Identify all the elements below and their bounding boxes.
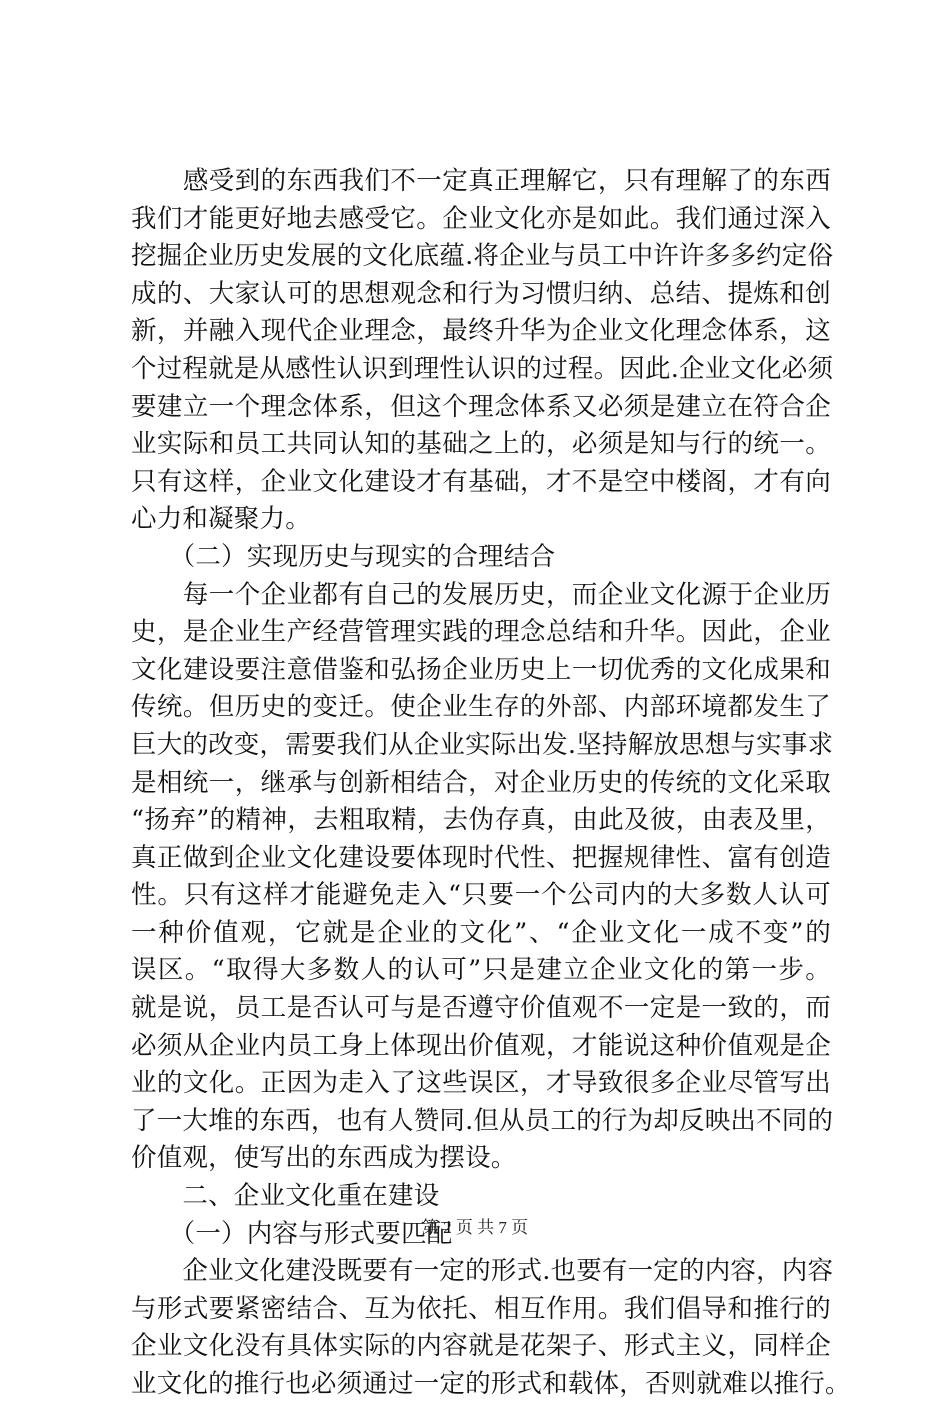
text-line: 误区。“取得大多数人的认可”只是建立企业文化的第一步。 [131,955,831,986]
text-line: 感受到的东西我们不一定真正理解它，只有理解了的东西 [131,166,831,196]
text-line: 价值观，使写出的东西成为摆设。 [131,1143,517,1174]
text-line: 业的文化。正因为走入了这些误区，才导致很多企业尽管写出 [131,1068,831,1099]
text-line: 挖掘企业历史发展的文化底蕴.将企业与员工中许许多多约定俗 [131,241,834,272]
text-line: 新，并融入现代企业理念，最终升华为企业文化理念体系，这 [131,316,831,347]
text-line: 与形式要紧密结合、互为依托、相互作用。我们倡导和推行的 [131,1293,831,1324]
text-line: 文化建设要注意借鉴和弘扬企业历史上一切优秀的文化成果和 [131,654,831,685]
text-line: 企业文化建没既要有一定的形式.也要有一定的内容，内容 [131,1256,834,1287]
text-line: 成的、大家认可的思想观念和行为习惯归纳、总结、提炼和创 [131,278,831,309]
text-line: （二）实现历史与现实的合理结合 [131,541,556,572]
text-line: 巨大的改变，需要我们从企业实际出发.坚持解放思想与实事求 [131,729,834,760]
text-line: （一）内容与形式要匹配 [131,1218,453,1249]
text-line: 每一个企业都有自己的发展历史，而企业文化源于企业历 [131,579,831,610]
text-line: 企业文化没有具体实际的内容就是花架子、形式主义，同样企 [131,1331,831,1362]
text-line: 是相统一，继承与创新相结合，对企业历史的传统的文化采取 [131,767,831,798]
text-line: 心力和凝聚力。 [131,504,311,535]
text-line: 个过程就是从感性认识到理性认识的过程。因此.企业文化必须 [131,353,834,384]
text-line: 业文化的推行也必须通过一定的形式和载体，否则就难以推行。 [131,1369,851,1399]
text-line: 一种价值观，它就是企业的文化”、“企业文化一成不变”的 [131,917,831,948]
text-line: 真正做到企业文化建设要体现时代性、把握规律性、富有创造 [131,842,831,873]
text-line: 性。只有这样才能避免走入“只要一个公司内的大多数人认可 [131,880,831,911]
text-line: 二、企业文化重在建设 [131,1181,440,1212]
text-line: 只有这样，企业文化建设才有基础，才不是空中楼阁，才有向 [131,466,831,497]
text-line: 史，是企业生产经营管理实践的理念总结和升华。因此，企业 [131,617,831,648]
text-line: “扬弃”的精神，去粗取精，去伪存真，由此及彼，由表及里， [131,805,831,836]
text-line: 业实际和员工共同认知的基础之上的，必须是知与行的统一。 [131,429,831,460]
page-footer: 第 2 页 共 7 页 [421,1218,529,1237]
text-line: 传统。但历史的变迁。使企业生存的外部、内部环境都发生了 [131,692,831,723]
text-line: 就是说，员工是否认可与是否遵守价值观不一定是一致的，而 [131,993,831,1024]
text-line: 必须从企业内员工身上体现出价值观，才能说这种价值观是企 [131,1030,831,1061]
text-line: 了一大堆的东西，也有人赞同.但从员工的行为却反映出不同的 [131,1105,834,1136]
text-line: 要建立一个理念体系，但这个理念体系又必须是建立在符合企 [131,391,831,422]
text-line: 我们才能更好地去感受它。企业文化亦是如此。我们通过深入 [131,203,831,234]
